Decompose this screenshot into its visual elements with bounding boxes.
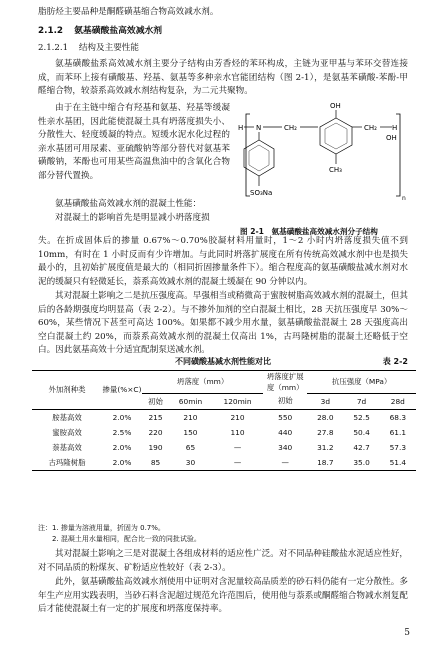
page-number: 5 <box>404 628 410 638</box>
table-cell: 35.0 <box>343 455 379 471</box>
table-cell: 220 <box>148 427 163 437</box>
paragraph-7: 此外，氨基磺酸盐高效减水剂使用中证明对含泥量较高品质差的砂石料仍能有一定分散性。多年生产应用实践表明，当砂石料含泥超过规范允许范围后，使用他与萘系或酮醛缩合物减水剂复配后才能使混凝土有一定的扩展度和坍落度保持率。 <box>38 577 408 615</box>
label-h-left: H <box>238 124 244 132</box>
table-note-2: 2. 混凝土用水量相同，配合比一致的同批试验。 <box>52 535 201 543</box>
table-cell: 61.1 <box>389 427 407 437</box>
label-oh-1: OH <box>330 102 341 110</box>
header-28d: 28d <box>380 393 416 409</box>
label-n: N <box>256 124 262 132</box>
table-cell: 30 <box>169 455 212 471</box>
section-number: 2.1.2 <box>38 26 64 36</box>
table-cell: 42.7 <box>353 442 370 452</box>
subsection-heading <box>38 42 139 54</box>
table-cell: 28.0 <box>317 412 334 422</box>
table-cell: 210 <box>183 412 198 422</box>
label-ch3: CH₃ <box>329 166 342 174</box>
performance-table <box>32 370 416 471</box>
paragraph-4: 失。在折成固体后的掺量 0.67%～0.70%胶凝材料用量时，1～2 小时内坍落度损失值不到 10mm，有时在 1 小时反而有少许增加。与此同时坍落扩展度在所有传统高效减水剂中也是损失最小的，且初始扩展度值是最大的（相同折固掺量条件下）。缩合程度高的氨基磺酸盐减水剂对水泥的缓凝只有轻微延长，萘系高效减水剂的混凝土缓凝在 90 分钟以内。 <box>38 236 408 287</box>
label-so3na: SO₃Na <box>250 189 273 197</box>
table-row <box>32 425 416 440</box>
header-slump-60: 60min <box>169 393 212 409</box>
structure-diagram <box>236 100 411 220</box>
table-cell: 440 <box>278 427 293 437</box>
header-spread-initial: 初始 <box>263 393 307 409</box>
table-cell: 215 <box>148 412 163 422</box>
header-spread: 坍落度扩展度（mm） <box>263 371 307 394</box>
table-note-1: 注：1. 掺量为溶液用量，折固为 0.7%。 <box>38 524 165 532</box>
table-cell: 68.3 <box>389 412 407 422</box>
label-h-right: H <box>392 124 398 132</box>
subsection-title: 结构及主要性能 <box>78 43 139 53</box>
label-oh-2: OH <box>386 134 397 142</box>
header-slump-initial: 初始 <box>142 393 169 409</box>
section-heading <box>38 25 162 37</box>
header-7d: 7d <box>343 393 379 409</box>
subsection-number: 2.1.2.1 <box>38 43 69 53</box>
label-ch2-a: CH₂ <box>284 124 297 132</box>
paragraph-3b: 对混凝土的影响首先是明显减小坍落度损 <box>55 213 210 223</box>
table-cell: 蜜胺高效 <box>52 427 82 437</box>
paragraph-3a: 氨基磺酸盐高效减水剂的混凝土性能： <box>55 199 202 209</box>
table-cell: 550 <box>278 412 293 422</box>
table-cell: 18.7 <box>307 455 343 471</box>
table-cell: 50.4 <box>353 427 370 437</box>
table-cell: 2.5% <box>112 427 132 437</box>
paragraph-6: 其对混凝土影响之三是对混凝土各组成材料的适应性广泛。对不同品种硅酸盐水泥适应性好，对不同品质的粉煤灰、矿粉适应性较好（表 2-3）。 <box>38 549 408 573</box>
paragraph-2: 由于在主链中缩合有羟基和氨基、羟基等缓凝性亲水基团，因此能使混凝土具有坍落度损失小、分散性大、轻度缓凝的特点。短缓水泥水化过程的亲水基团可用尿素、亚硫酸钠等部分替代对氨基苯磺酸钠，苯酚也可用某些高温焦油中的含氧化合物部分替代置换。 <box>38 103 230 181</box>
table-cell: 2.0% <box>112 412 132 422</box>
table-cell: 85 <box>142 455 169 471</box>
table-row <box>32 440 416 455</box>
figure-caption: 图 2-1 氨基磺酸盐高效减水剂分子结构 <box>240 227 378 236</box>
table-cell: 31.2 <box>317 442 334 452</box>
table-cell: 2.0% <box>112 442 132 452</box>
table-cell: 110 <box>230 427 245 437</box>
table-cell: 胺基高效 <box>52 412 82 422</box>
table-cell: 65 <box>185 442 196 452</box>
header-strength: 抗压强度（MPa） <box>307 371 416 394</box>
section-title: 氨基磺酸盐高效减水剂 <box>74 26 163 36</box>
table-title: 不同磺酸基减水剂性能对比 <box>175 357 271 366</box>
header-agent: 外加剂种类 <box>32 371 102 410</box>
top-line: 脂肪烃主要品种是酮醛磺基缩合物高效减水剂。 <box>38 7 219 17</box>
table-cell: 51.4 <box>380 455 416 471</box>
table-notes <box>38 523 408 545</box>
table-cell: — <box>233 442 242 452</box>
molecular-structure-figure <box>236 100 411 220</box>
header-3d: 3d <box>307 393 343 409</box>
paragraph-5: 其对混凝土影响之二是抗压强度高。早强相当或稍微高于蜜胺树脂高效减水剂的混凝土，但其后的各龄期强度均明显高（表 2-2）。与不掺外加剂的空白混凝土相比，28 天抗压强度早 30%～60%，某些情况下甚至可高达 100%。如果都不减少用水量，氨基磺酸盐混凝土 28 天强度高出空白混凝土约 20%，而萘系高效减水剂的混凝土仅高出 1%，古玛隆树脂的混凝土还略低于空白。因此氨基高效十分适宜配制泵送减水剂。 <box>38 291 408 356</box>
table-cell: 150 <box>183 427 198 437</box>
table-cell: — <box>263 455 307 471</box>
table-cell: 190 <box>148 442 163 452</box>
table-cell: 340 <box>278 442 293 452</box>
table-row <box>32 409 416 425</box>
label-ch2-b: CH₂ <box>364 124 377 132</box>
header-slump-120: 120min <box>212 393 263 409</box>
table-cell: 52.5 <box>353 412 370 422</box>
table-cell: 萘基高效 <box>52 442 82 452</box>
table-cell: 210 <box>230 412 245 422</box>
paragraph-1: 氨基磺酸盐系高效减水剂主要分子结构由芳香烃的苯环构成，主链为亚甲基与苯环交替连接成，而苯环上接有磺酸基、羟基、氨基等多种亲水官能团结构（图 2-1），是氨基苯磺酸-苯酚-甲醛缩合物，较萘系高效减水剂结构复杂，为二元共聚物。 <box>38 59 408 97</box>
header-dosage: 掺量(%×C) <box>102 371 142 410</box>
table-cell: 2.0% <box>102 455 142 471</box>
table-number: 表 2-2 <box>382 357 408 366</box>
table-cell: 57.3 <box>389 442 407 452</box>
label-n-sub: n <box>402 195 406 202</box>
table-cell: 古玛隆树脂 <box>32 455 102 471</box>
table-cell: — <box>212 455 263 471</box>
table-cell: 27.8 <box>317 427 334 437</box>
header-slump: 坍落度（mm） <box>142 371 263 394</box>
table-row <box>32 455 416 471</box>
